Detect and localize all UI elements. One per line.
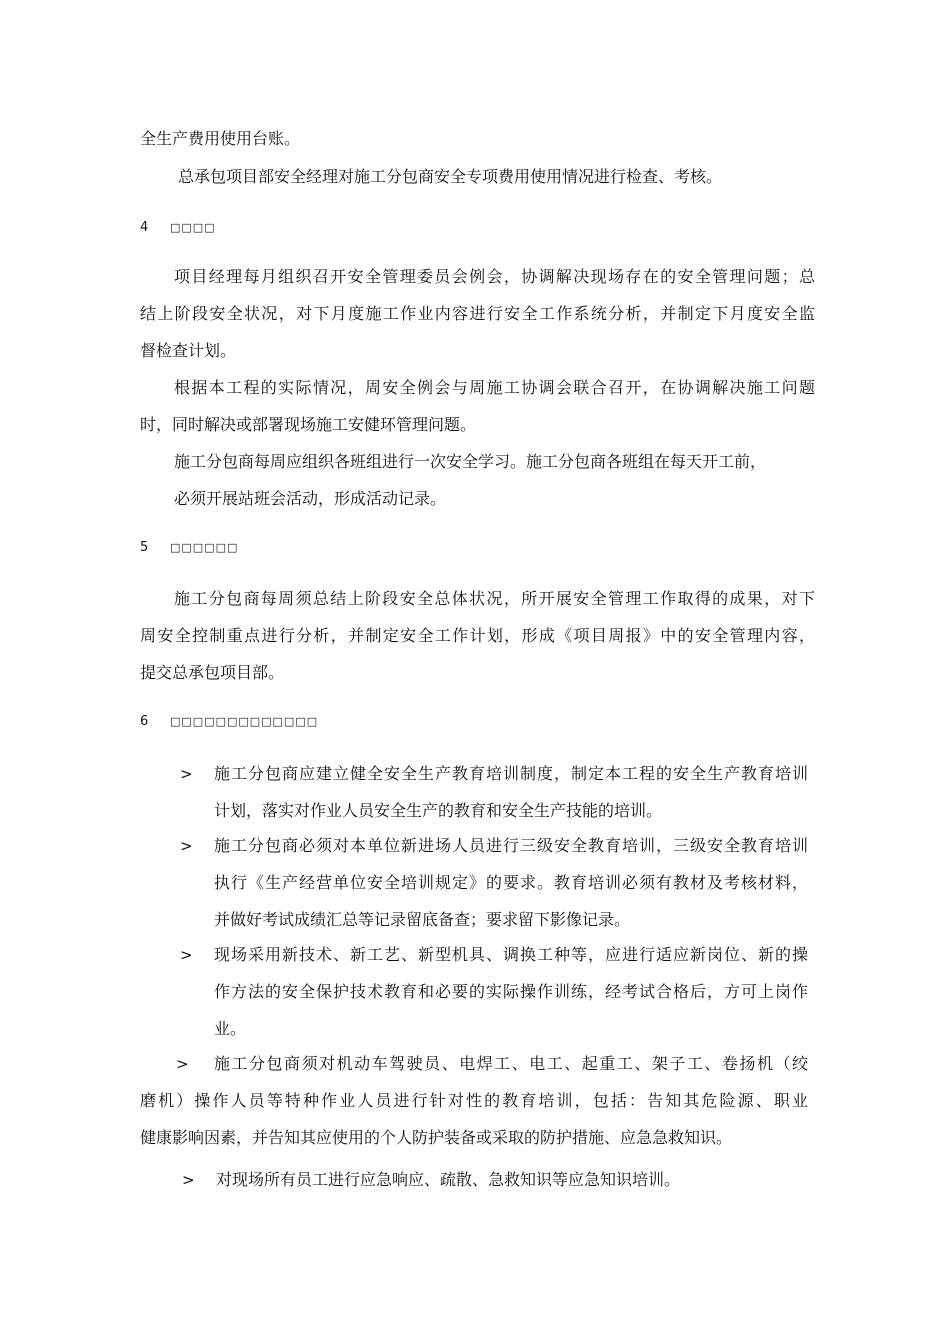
text-line: 施工分包商每周应组织各班组进行一次安全学习。施工分包商各班组在每天开工前， — [174, 452, 767, 471]
bullet-marker: > — [180, 946, 193, 964]
list-item — [140, 1045, 808, 1156]
text-line: 作方法的安全保护技术教育和必要的实际操作训练，经考试合格后，方可上岗作 — [214, 982, 808, 1001]
text-line: 现场采用新技术、新工艺、新型机具、调换工种等，应进行适应新岗位、新的操 — [214, 945, 808, 964]
text-line: 业。 — [214, 1019, 247, 1038]
text-line: 根据本工程的实际情况，周安全例会与周施工协调会联合召开，在协调解决施工问题 — [174, 378, 815, 397]
text-line: 磨机）操作人员等特种作业人员进行针对性的教育培训，包括：告知其危险源、职业 — [140, 1091, 808, 1110]
list-item — [214, 755, 808, 829]
paragraph — [140, 258, 815, 369]
section-number: 4 — [140, 220, 149, 235]
text-line: 对现场所有员工进行应急响应、疏散、急救知识等应急知识培训。 — [216, 1170, 681, 1189]
section-heading-5 — [140, 538, 238, 558]
text-line: 施工分包商必须对本单位新进场人员进行三级安全教育培训，三级安全教育培训 — [214, 836, 808, 855]
section-number: 5 — [140, 540, 149, 555]
text-line: 施工分包商须对机动车驾驶员、电焊工、电工、起重工、架子工、卷扬机（绞 — [214, 1054, 808, 1073]
text-line: 必须开展站班会活动，形成活动记录。 — [174, 489, 447, 508]
text-line: 周安全控制重点进行分析，并制定安全工作计划，形成《项目周报》中的安全管理内容， — [140, 626, 815, 645]
text-line: 计划，落实对作业人员安全生产的教育和安全生产技能的培训。 — [214, 801, 663, 820]
section-heading-4 — [140, 218, 216, 238]
section-title: □□□□□□□□□□□□□ — [170, 715, 319, 728]
section-title: □□□□ — [170, 221, 216, 234]
paragraph — [140, 369, 815, 443]
section-title: □□□□□□ — [170, 541, 239, 554]
section-heading-6 — [140, 712, 318, 732]
text-line: 施工分包商应建立健全安全生产教育培训制度，制定本工程的安全生产教育培训 — [214, 764, 808, 783]
text-line: 提交总承包项目部。 — [140, 663, 285, 682]
bullet-marker: > — [180, 765, 193, 783]
text-line: 施工分包商每周须总结上阶段安全总体状况，所开展安全管理工作取得的成果，对下 — [174, 589, 815, 608]
list-item — [214, 936, 808, 1047]
bullet-marker: > — [180, 837, 193, 855]
text-line: 结上阶段安全状况，对下月度施工作业内容进行安全工作系统分析，并制定下月度安全监 — [140, 304, 815, 323]
paragraph — [140, 120, 300, 157]
text-line: 时，同时解决或部署现场施工安健环管理问题。 — [140, 415, 477, 434]
text-line: 并做好考试成绩汇总等记录留底备查；要求留下影像记录。 — [214, 910, 631, 929]
text-line: 总承包项目部安全经理对施工分包商安全专项费用使用情况进行检查、考核。 — [178, 167, 723, 186]
paragraph — [178, 158, 722, 195]
bullet-marker: > — [176, 1055, 189, 1073]
bullet-marker: > — [182, 1171, 195, 1189]
text-line: 全生产费用使用台账。 — [140, 129, 301, 148]
list-item — [216, 1161, 680, 1198]
text-line: 执行《生产经营单位安全培训规定》的要求。教育培训必须有教材及考核材料， — [214, 873, 808, 892]
text-line: 项目经理每月组织召开安全管理委员会例会，协调解决现场存在的安全管理问题；总 — [174, 267, 815, 286]
text-line: 健康影响因素，并告知其应使用的个人防护装备或采取的防护措施、应急急救知识。 — [140, 1128, 733, 1147]
text-line: 督检查计划。 — [140, 341, 237, 360]
paragraph — [174, 443, 766, 517]
paragraph — [140, 580, 815, 691]
list-item — [214, 827, 808, 938]
section-number: 6 — [140, 714, 149, 729]
